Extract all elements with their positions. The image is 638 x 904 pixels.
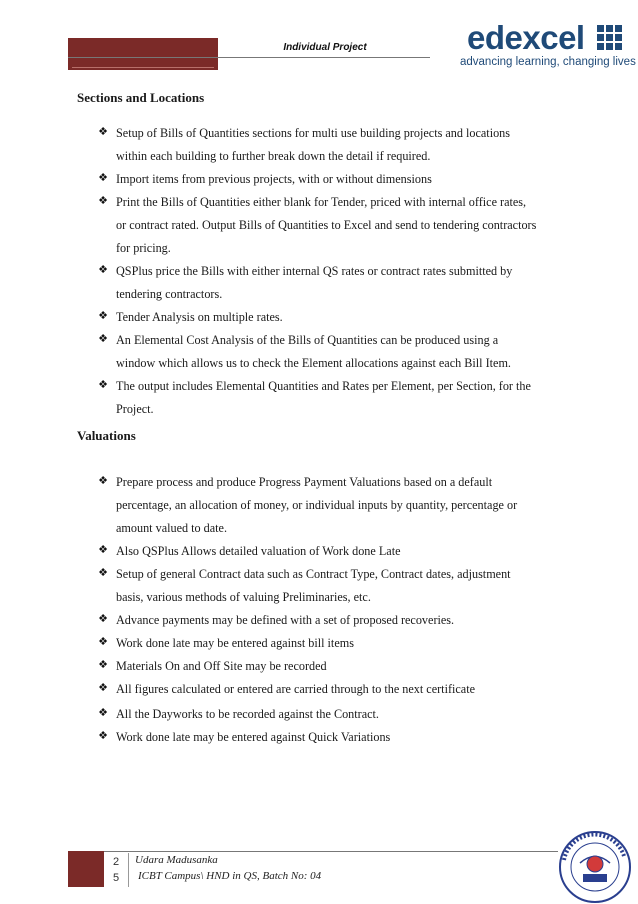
diamond-bullet-icon: ❖	[98, 681, 108, 694]
diamond-bullet-icon: ❖	[98, 474, 108, 487]
list-item: ❖ Tender Analysis on multiple rates.	[98, 309, 283, 324]
edexcel-logo-word: edexcel	[467, 19, 585, 56]
page-number-digit: 5	[112, 872, 120, 884]
bullet-list-valuations-extra	[97, 703, 567, 749]
list-item: ❖ Work done late may be entered against bill items	[98, 635, 354, 650]
diamond-bullet-icon: ❖	[98, 729, 108, 742]
bullet-list-valuations	[97, 471, 567, 701]
diamond-bullet-icon: ❖	[98, 706, 108, 719]
page-number-divider	[128, 853, 129, 887]
section-heading-sections-locations: Sections and Locations	[77, 90, 205, 105]
list-item: ❖ The output includes Elemental Quantities and Rates per Element, per Section, for the Project.	[98, 378, 531, 416]
page-number	[105, 854, 127, 886]
diamond-bullet-icon: ❖	[98, 378, 108, 391]
diamond-bullet-icon: ❖	[98, 125, 108, 138]
footer-rule	[68, 851, 558, 852]
diamond-bullet-icon: ❖	[98, 194, 108, 207]
list-item: ❖ Import items from previous projects, with or without dimensions	[98, 171, 432, 186]
list-item: ❖ Print the Bills of Quantities either blank for Tender, priced with internal office rates, or contract rated. Output Bills of Quantities to Excel and send to tendering contractors for pricing.	[98, 194, 537, 255]
edexcel-logo-tagline: advancing learning, changing lives	[460, 56, 636, 68]
footer-author: Udara Madusanka	[135, 854, 218, 866]
diamond-bullet-icon: ❖	[98, 612, 108, 625]
list-item: ❖ All the Dayworks to be recorded against the Contract.	[98, 706, 379, 721]
bullet-list-sections	[97, 122, 567, 421]
list-item: ❖ Also QSPlus Allows detailed valuation of Work done Late	[98, 543, 401, 558]
list-item: ❖ All figures calculated or entered are carried through to the next certificate	[98, 681, 476, 696]
diamond-bullet-icon: ❖	[98, 635, 108, 648]
header-title: Individual Project	[283, 42, 367, 53]
section-heading-valuations: Valuations	[77, 428, 136, 443]
footer-accent-bar	[68, 851, 104, 887]
list-item: ❖ Work done late may be entered against Quick Variations	[98, 729, 391, 744]
diamond-bullet-icon: ❖	[98, 171, 108, 184]
list-item: ❖ QSPlus price the Bills with either internal QS rates or contract rates submitted by tendering contractors.	[98, 263, 513, 301]
page-number-digit: 2	[112, 856, 120, 868]
diamond-bullet-icon: ❖	[98, 566, 108, 579]
diamond-bullet-icon: ❖	[98, 658, 108, 671]
diamond-bullet-icon: ❖	[98, 263, 108, 276]
list-item: ❖ Setup of Bills of Quantities sections for multi use building projects and locations within each building to further break down the detail if required.	[98, 125, 511, 163]
diamond-bullet-icon: ❖	[98, 543, 108, 556]
icbt-seal-logo-icon	[558, 830, 632, 904]
list-item: ❖ Setup of general Contract data such as Contract Type, Contract dates, adjustment basis, various methods of valuing Preliminaries, etc.	[98, 566, 511, 604]
diamond-bullet-icon: ❖	[98, 332, 108, 345]
header-rule	[68, 57, 430, 58]
diamond-bullet-icon: ❖	[98, 309, 108, 322]
header-accent-bar	[68, 38, 218, 70]
list-item: ❖ Advance payments may be defined with a set of proposed recoveries.	[98, 612, 455, 627]
footer-campus: ICBT Campus\ HND in QS, Batch No: 04	[138, 870, 322, 882]
list-item: ❖ An Elemental Cost Analysis of the Bills of Quantities can be produced using a window which allows us to check the Element allocations against each Bill Item.	[98, 332, 511, 370]
list-item: ❖ Materials On and Off Site may be recorded	[98, 658, 327, 673]
edexcel-logo-grid-icon	[597, 25, 623, 52]
list-item: ❖ Prepare process and produce Progress Payment Valuations based on a default percentage, an allocation of money, or individual inputs by quantity, percentage or amount valued to date.	[98, 474, 518, 535]
